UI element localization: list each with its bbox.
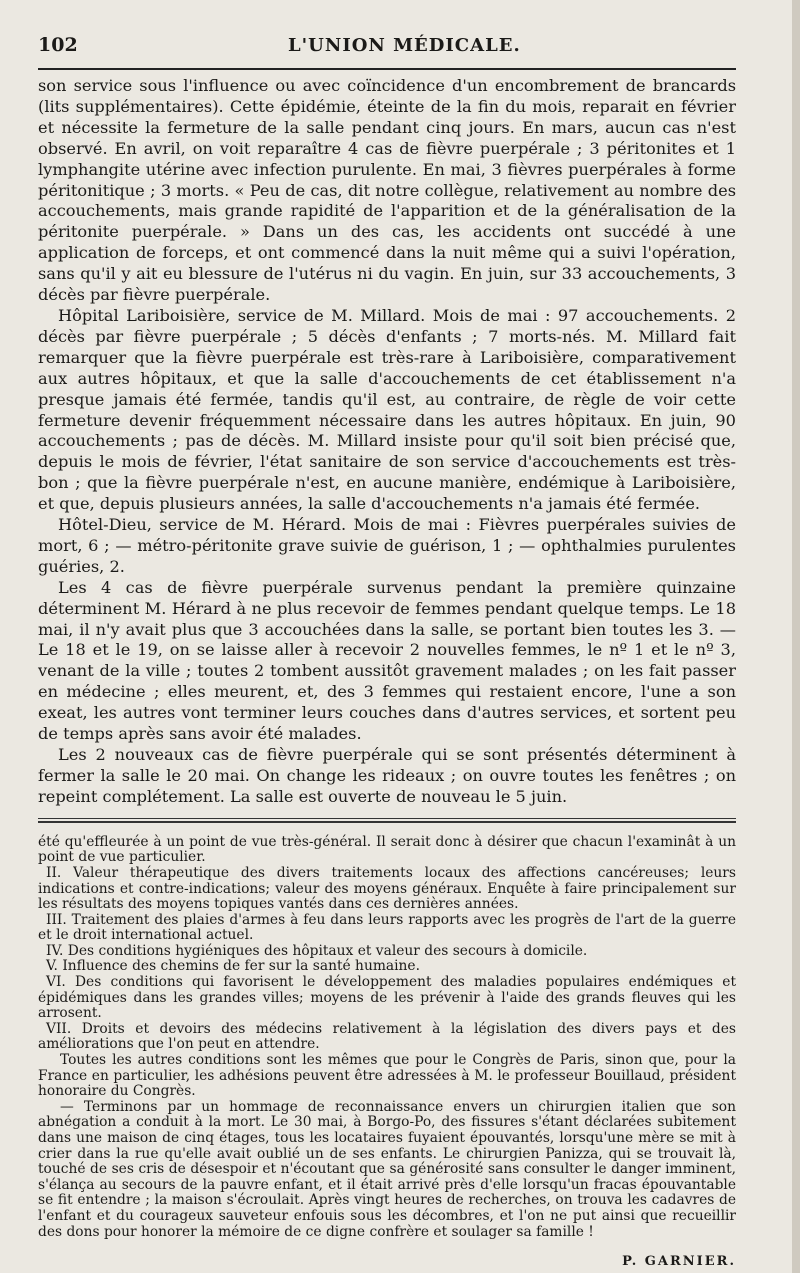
note-item: V. Influence des chemins de fer sur la santé humaine. [46,958,420,975]
main-article [38,76,736,808]
running-title: L'UNION MÉDICALE. [288,35,521,56]
note-item: VII. Droits et devoirs des médecins relativement à la législation des divers pays et des améliorations que l'on peut en attendre. [38,1020,736,1053]
page-header [38,34,736,60]
page-number: 102 [38,34,78,56]
paragraph: Les 2 nouveaux cas de fièvre puerpérale qui se sont présentés déterminent à fermer la salle le 20 mai. On change les rideaux ; on ouvre toutes les fenêtres ; on repeint complétement. La salle est ouverte de nouveau le 5 juin. [38,745,736,806]
paragraph: son service sous l'influence ou avec coïncidence d'un encombrement de brancards (lits supplémentaires). Cette épidémie, éteinte de la fin du mois, reparait en février et nécessite la fermeture de la salle pendant cinq jours. En mars, aucun cas n'est observé. En avril, on voit reparaître 4 cas de fièvre puerpérale ; 3 péritonites et 1 lymphangite utérine avec infection purulente. En mai, 3 fièvres puerpérales à forme péritonitique ; 3 morts. « Peu de cas, dit notre collègue, relativement au nombre des accouchements, mais grande rapidité de l'apparition et de la généralisation de la péritonite puerpérale. » Dans un des cas, les accidents ont succédé à une application de forceps, et ont commencé dans la nuit même qui a suivi l'opération, sans qu'il y ait eu blessure de l'utérus ni du vagin. En juin, sur 33 accouchements, 3 décès par fièvre puerpérale. [38,76,736,305]
note-item: VI. Des conditions qui favorisent le développement des maladies populaires endémiques et épidémiques dans les grandes villes; moyens de les prévenir à l'aide des grands fleuves qui les arrosent. [38,974,736,1022]
header-rule [38,68,736,70]
paragraph: Les 4 cas de fièvre puerpérale survenus pendant la première quinzaine déterminent M. Hérard à ne plus recevoir de femmes pendant quelque temps. Le 18 mai, il n'y avait plus que 3 accouchées dans la salle, se portant bien toutes les 3. — Le 18 et le 19, on se laisse aller à recevoir 2 nouvelles femmes, le nº 1 et le nº 3, venant de la ville ; toutes 2 tombent aussitôt gravement malades ; on les fait passer en médecine ; elles meurent, et, des 3 femmes qui restaient encore, l'une a son exeat, les autres vont terminer leurs couches dans d'autres services, et sortent peu de temps après sans avoir été malades. [38,577,736,744]
note-item: III. Traitement des plaies d'armes à feu dans leurs rapports avec les progrès de l'art de la guerre et le droit international actuel. [38,911,736,944]
section-divider [38,818,736,823]
note-paragraph: Toutes les autres conditions sont les mêmes que pour le Congrès de Paris, sinon que, pour la France en particulier, les adhésions peuvent être adressées à M. le professeur Bouillaud, président honoraire du Congrès. [38,1052,736,1100]
page-edge [792,0,800,1273]
paragraph: Hôtel-Dieu, service de M. Hérard. Mois de mai : Fièvres puerpérales suivies de mort, 6 ; — métro-péritonite grave suivie de guérison, 1 ; — ophthalmies purulentes guéries, 2. [38,515,736,576]
note-paragraph: été qu'effleurée à un point de vue très-général. Il serait donc à désirer que chacun l'examinât à un point de vue particulier. [38,833,736,866]
note-item: II. Valeur thérapeutique des divers traitements locaux des affections cancéreuses; leurs indications et contre-indications; valeur des moyens généraux. Enquête à faire principalement sur les résultats des moyens topiques vantés dans ces dernières années. [38,864,736,913]
notes-section [38,835,736,1269]
author-signature: P. GARNIER. [622,1254,736,1270]
paragraph: Hôpital Lariboisière, service de M. Millard. Mois de mai : 97 accouchements. 2 décès par fièvre puerpérale ; 5 décès d'enfants ; 7 morts-nés. M. Millard fait remarquer que la fièvre puerpérale est très-rare à Lariboisière, comparativement aux autres hôpitaux, et que la salle d'accouchements de cet établissement n'a presque jamais été fermée, tandis qu'il est, au contraire, de règle de voir cette fermeture devenir fréquemment nécessaire dans les autres hôpitaux. En juin, 90 accouchements ; pas de décès. M. Millard insiste pour qu'il soit bien précisé que, depuis le mois de février, l'état sanitaire de son service d'accouchements est très-bon ; que la fièvre puerpérale n'est, en aucune manière, endémique à Lariboisière, et que, depuis plusieurs années, la salle d'accouchements n'a jamais été fermée. [38,305,736,514]
note-item: IV. Des conditions hygiéniques des hôpitaux et valeur des secours à domicile. [46,942,588,959]
note-paragraph: — Terminons par un hommage de reconnaissance envers un chirurgien italien que son abnégation a conduit à la mort. Le 30 mai, à Borgo-Po, des fissures s'étant déclarées subitement dans une maison de cinq étages, tous les locataires fuyaient épouvantés, lorsqu'une mère se mit à crier dans la rue qu'elle avait oublié un de ses enfants. Le chirurgien Panizza, qui se trouvait là, touché de ses cris de désespoir et n'écoutant que sa générosité sans consulter le danger imminent, s'élança au secours de la pauvre enfant, et il était arrivé près d'elle lorsqu'un fracas épouvantable se fit entendre ; la maison s'écroulait. Après vingt heures de recherches, on trouva les cadavres de l'enfant et du courageux sauveteur enfouis sous les décombres, et l'on ne put ainsi que recueillir des dons pour honorer la mémoire de ce digne confrère et soulager sa famille ! [38,1098,736,1240]
